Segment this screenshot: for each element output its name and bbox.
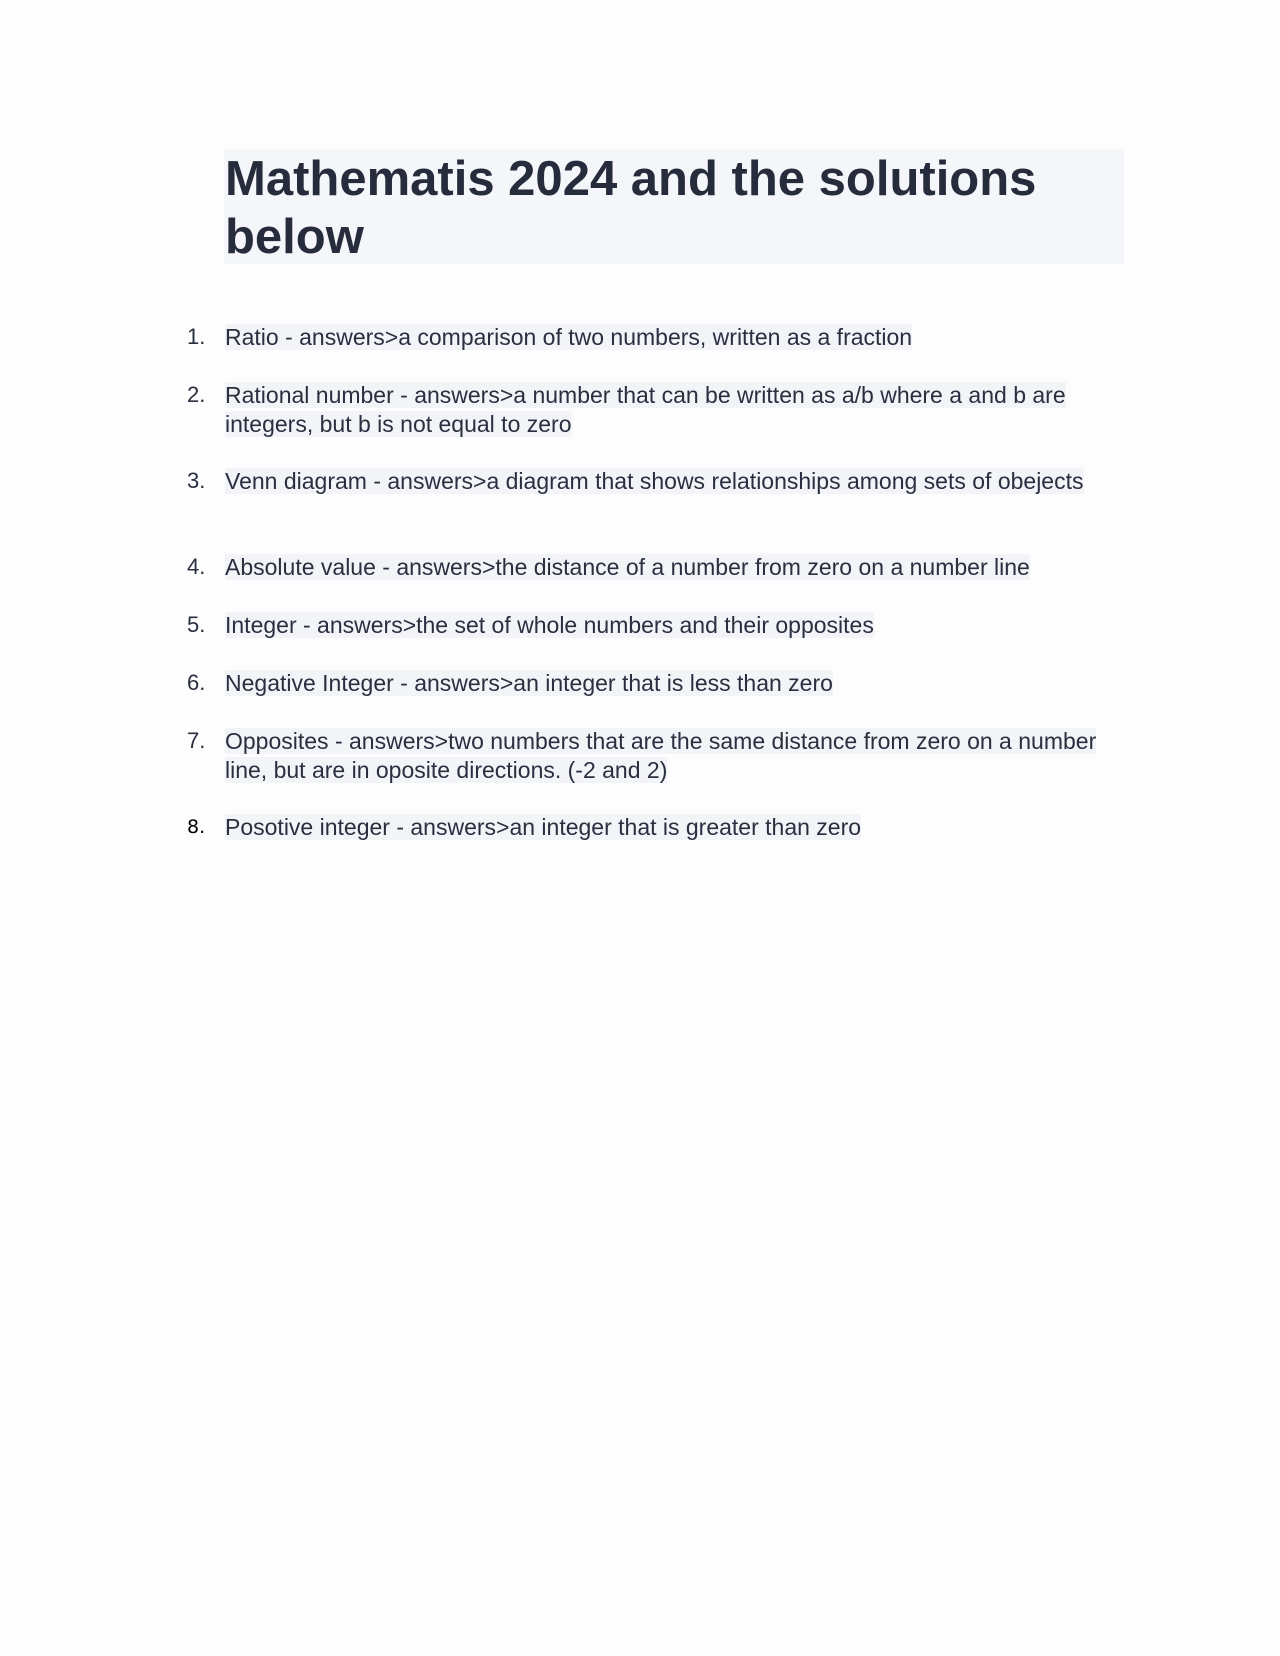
list-item-text [225, 553, 1105, 582]
list-item-text-content: Absolute value - answers>the distance of a number from zero on a number line [225, 554, 1030, 580]
list-item-number: 4. [187, 554, 206, 579]
list-item-text-content: Venn diagram - answers>a diagram that shows relationships among sets of obejects [225, 468, 1084, 494]
list-item-text-content: Integer - answers>the set of whole numbers and their opposites [225, 612, 874, 638]
list-item-number: 8. [187, 816, 206, 838]
list-item-text [225, 727, 1105, 784]
list-item-text-content: Rational number - answers>a number that can be written as a/b where a and b are integers, but b is not equal to zero [225, 382, 1066, 437]
list-item-number: 7. [187, 728, 206, 753]
list-item-text [225, 669, 1105, 698]
list-item-text-content: Negative Integer - answers>an integer that is less than zero [225, 670, 833, 696]
list-item-text [225, 467, 1105, 496]
list-item-number: 1. [187, 324, 206, 349]
list-item-text-content: Posotive integer - answers>an integer that is greater than zero [225, 814, 862, 840]
list-item-text-content: Opposites - answers>two numbers that are the same distance from zero on a number line, but are in oposite directions. (-2 and 2) [225, 728, 1097, 783]
list-item-text [225, 323, 1105, 352]
list-item-number: 6. [187, 670, 206, 695]
list-item-text-content: Ratio - answers>a comparison of two numbers, written as a fraction [225, 324, 913, 350]
list-item-number: 5. [187, 612, 206, 637]
list-item-text [225, 611, 1105, 640]
list-item-text [225, 381, 1105, 438]
list-item-number: 2. [187, 382, 206, 407]
document-title: Mathematis 2024 and the solutions below [225, 152, 1037, 264]
list-item-number: 3. [187, 468, 206, 493]
list-item-text [225, 813, 1105, 842]
